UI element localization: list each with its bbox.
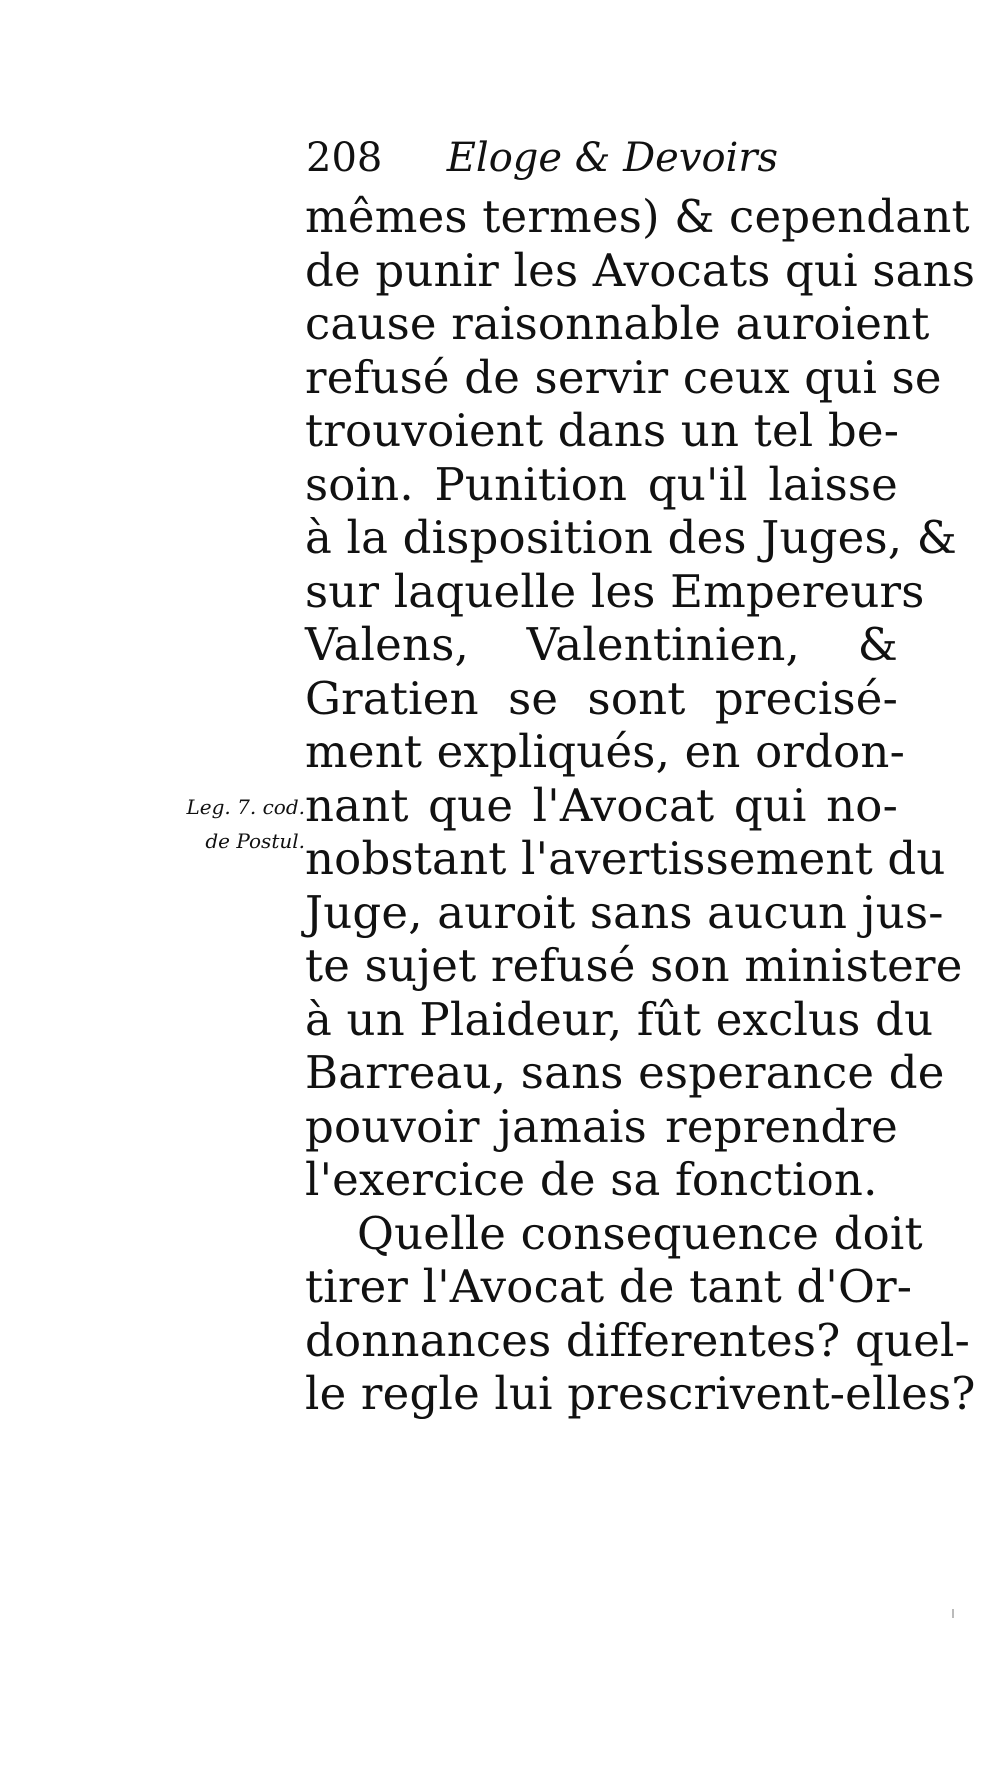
text-line: à la disposition des Juges, & xyxy=(305,511,958,564)
text-line: Gratien se sont precisé- xyxy=(305,671,898,725)
body-text xyxy=(305,190,976,1421)
text-line: le regle lui prescrivent-elles? xyxy=(305,1367,976,1420)
text-line: Quelle consequence doit xyxy=(357,1206,923,1260)
text-line: nant que l'Avocat qui no- xyxy=(305,778,898,832)
running-title: Eloge & Devoirs xyxy=(446,135,778,181)
text-line: sur laquelle les Empereurs xyxy=(305,564,925,618)
text-line: te sujet refusé son ministere xyxy=(305,939,963,992)
text-line: ment expliqués, en ordon- xyxy=(305,725,905,778)
text-line: pouvoir jamais reprendre xyxy=(305,1099,898,1153)
text-line: cause raisonnable auroient xyxy=(305,297,930,350)
paper-speck xyxy=(952,1609,954,1618)
text-line: Valens, Valentinien, & xyxy=(305,618,898,671)
text-line: nobstant l'avertissement du xyxy=(305,832,946,885)
text-line: mêmes termes) & cependant xyxy=(305,190,970,243)
margin-note-line: de Postul. xyxy=(205,829,305,853)
text-line: à un Plaideur, fût exclus du xyxy=(305,992,934,1046)
text-line: de punir les Avocats qui sans xyxy=(305,243,976,297)
text-line: tirer l'Avocat de tant d'Or- xyxy=(305,1260,913,1313)
page-number: 208 xyxy=(306,135,383,181)
margin-note-line: Leg. 7. cod. xyxy=(186,795,305,819)
margin-note xyxy=(145,790,305,858)
page-header xyxy=(306,128,806,188)
text-line: soin. Punition qu'il laisse xyxy=(305,457,898,511)
text-line: Juge, auroit sans aucun jus- xyxy=(305,885,944,939)
text-line: Barreau, sans esperance de xyxy=(305,1046,945,1099)
text-line: donnances differentes? quel- xyxy=(305,1313,971,1367)
text-line: l'exercice de sa fonction. xyxy=(305,1153,878,1206)
text-line: trouvoient dans un tel be- xyxy=(305,404,900,457)
text-line: refusé de servir ceux qui se xyxy=(305,350,942,404)
